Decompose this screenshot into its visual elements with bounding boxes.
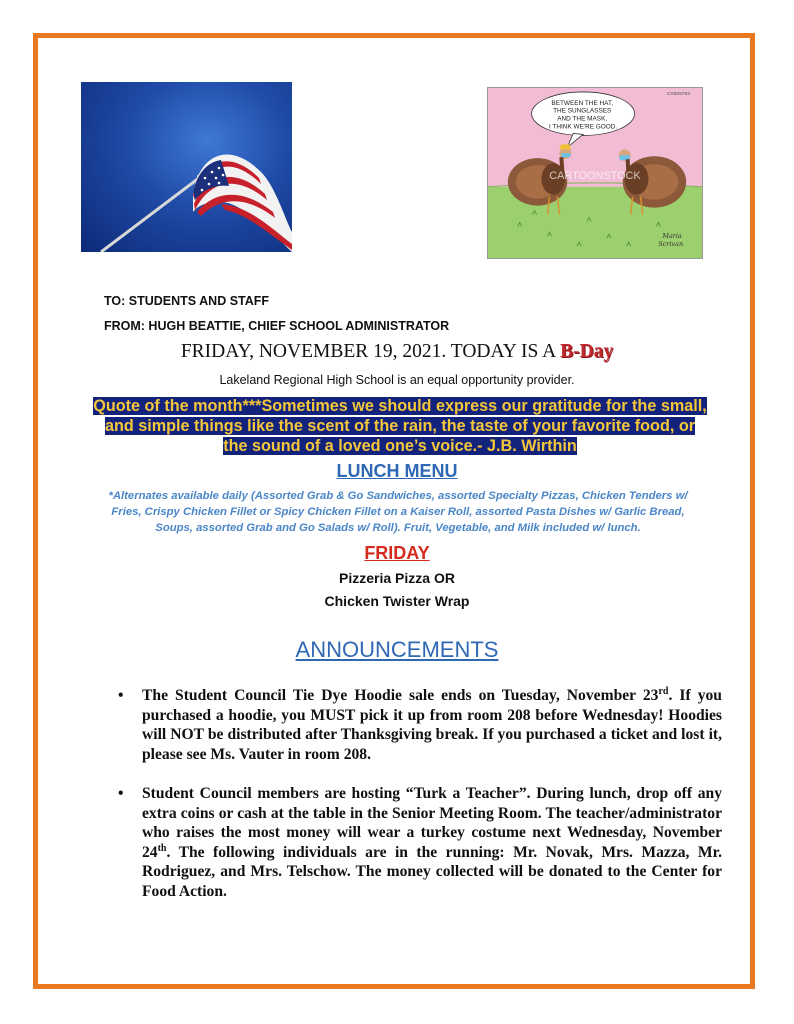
- lunch-menu-heading: LUNCH MENU: [336, 461, 458, 481]
- cartoon-caption-line: BETWEEN THE HAT,: [551, 99, 613, 107]
- announcement-text: . If you purchased a hoodie, you MUST pick it up from room 208 before Wednesday! Hoodies will NOT be distributed after Thanksgiving break. If you purchased a ticket and lost it, please see Ms. Vauter in room 208.: [142, 687, 722, 763]
- lunch-alternates-note: *Alternates available daily (Assorted Grab & Go Sandwiches, assorted Specialty Pizzas, Chicken Tenders w/ Fries, Crispy Chicken Fillet or Spicy Chicken Fillet on a Kaiser Roll, assorted Pasta Dishes w/ Garlic Bread, Soups, assorted Grab and Go Salads w/ Roll). Fruit, Vegetable, and Milk included w/ lunch.: [108, 490, 688, 534]
- bullet-icon: •: [118, 687, 124, 704]
- cartoon-caption-line: THE SUNGLASSES: [553, 107, 612, 115]
- ordinal-suffix: th: [157, 842, 167, 854]
- announcement-text: . The following individuals are in the running: Mr. Novak, Mrs. Mazza, Mr. Rodriguez, and Mrs. Telschow. The money collected will be donated to the Center for Food Action.: [142, 843, 722, 900]
- cartoon-caption-line: AND THE MASK,: [557, 115, 608, 123]
- turkey-cartoon-image: [487, 87, 703, 259]
- svg-text:BETWEEN THE HAT, THE SUN: [549, 100, 617, 131]
- svg-text:Maria Scrivan: [658, 232, 683, 248]
- date-line: [0, 341, 794, 363]
- quote-of-the-month: [93, 396, 707, 456]
- american-flag-image: [81, 82, 292, 252]
- cartoon-signature: Scrivan: [658, 240, 684, 249]
- day-type-badge: B-Day: [560, 341, 614, 362]
- cartoon-caption-line: I THINK WE'RE GOOD.: [548, 123, 618, 131]
- announcement-text: Student Council members are hosting “Turk a Teacher”. During lunch, drop off any extra coins or cash at the table in the Senior Meeting Room. The teacher/administrator who raises the most money will wear a turkey costume next Wednesday, November 24: [142, 785, 722, 861]
- lunch-item: Chicken Twister Wrap: [324, 593, 470, 609]
- lunch-item: Pizzeria Pizza OR: [339, 570, 455, 586]
- announcements-list: [118, 686, 722, 921]
- cartoon-stamp: CX909783: [666, 91, 691, 97]
- lunch-day-heading: FRIDAY: [364, 543, 430, 563]
- bullet-icon: •: [118, 785, 124, 802]
- memo-to: TO: STUDENTS AND STAFF: [104, 294, 270, 308]
- equal-opportunity-statement: Lakeland Regional High School is an equal opportunity provider.: [219, 373, 575, 387]
- announcement-item: [118, 686, 722, 764]
- announcements-heading: ANNOUNCEMENTS: [295, 637, 499, 662]
- cartoon-watermark: CARTOONSTOCK: [549, 169, 641, 182]
- memo-from: FROM: HUGH BEATTIE, CHIEF SCHOOL ADMINISTRATOR: [104, 319, 450, 333]
- announcement-item: [118, 784, 722, 901]
- quote-text: Quote of the month***Sometimes we should express our gratitude for the small, and simple things like the scent of the rain, the taste of your favorite food, or the sound of a loved one’s voice.- J.B. Wirthin: [93, 397, 707, 455]
- cartoon-signature: Maria: [662, 232, 682, 241]
- ordinal-suffix: rd: [658, 685, 669, 697]
- date-text: FRIDAY, NOVEMBER 19, 2021. TODAY IS A: [180, 341, 561, 362]
- announcement-text: The Student Council Tie Dye Hoodie sale ends on Tuesday, November 23: [142, 687, 659, 704]
